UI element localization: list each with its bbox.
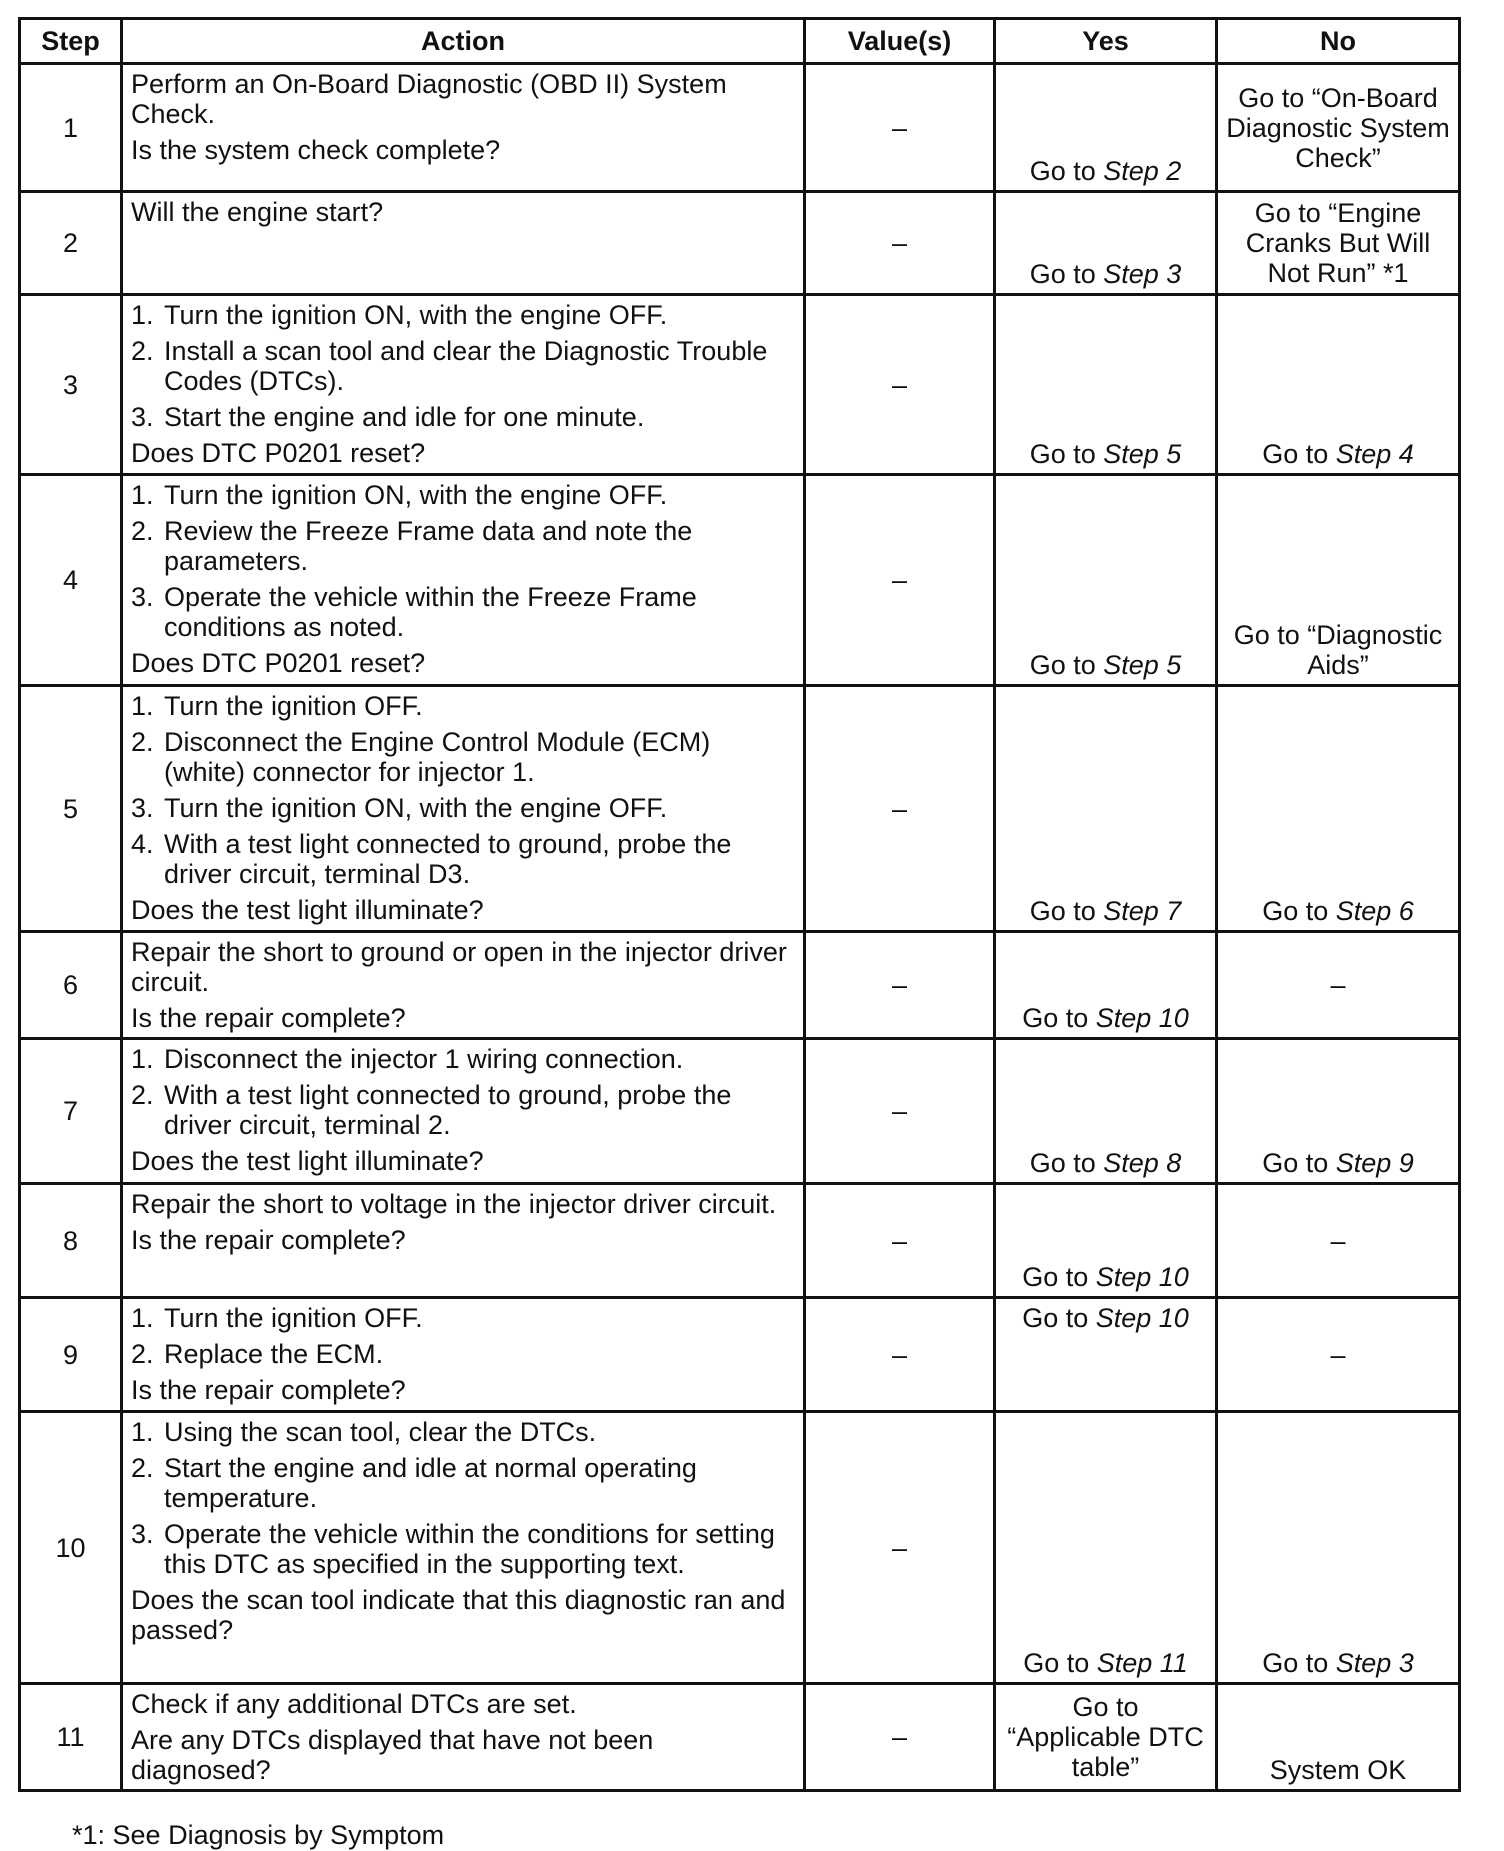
action-cell (122, 686, 805, 932)
value-cell: – (805, 1298, 995, 1412)
yes-step-ref: Step 10 (1095, 1003, 1189, 1033)
action-item: 4. With a test light connected to ground, probe the driver circuit, terminal D3. (131, 829, 732, 889)
action-cell (122, 64, 805, 192)
value-cell: – (805, 1684, 995, 1791)
action-item: 1. Using the scan tool, clear the DTCs. (131, 1417, 597, 1447)
action-cell (122, 1412, 805, 1684)
yes-cell: Go to Step 3 (995, 192, 1217, 295)
header-step: Step (20, 19, 122, 64)
action-item: 1. Turn the ignition OFF. (131, 1303, 423, 1333)
step-number: 8 (20, 1184, 122, 1298)
action-question: Is the repair complete? (131, 1375, 406, 1405)
action-question: Is the repair complete? (131, 1003, 406, 1033)
no-cell: – (1217, 1184, 1460, 1298)
value-cell: – (805, 686, 995, 932)
action-question: Are any DTCs displayed that have not been diagnosed? (131, 1725, 654, 1785)
no-cell: Go to “Diagnostic Aids” (1217, 475, 1460, 686)
footnote: *1: See Diagnosis by Symptom (72, 1820, 445, 1850)
no-cell: Go to Step 4 (1217, 295, 1460, 475)
yes-cell: Go to Step 5 (995, 475, 1217, 686)
yes-step-ref: Step 5 (1103, 650, 1182, 680)
step-number: 7 (20, 1039, 122, 1184)
yes-step-ref: Step 11 (1096, 1648, 1188, 1678)
value-cell: – (805, 295, 995, 475)
no-step-ref: Step 4 (1335, 439, 1414, 469)
action-item: 3. Start the engine and idle for one minute. (131, 402, 645, 432)
action-question: Does DTC P0201 reset? (131, 438, 426, 468)
action-text: Repair the short to ground or open in the injector driver circuit. (131, 937, 787, 997)
yes-step-ref: Step 3 (1103, 259, 1182, 289)
table-row (20, 295, 1460, 475)
step-number: 11 (20, 1684, 122, 1791)
action-cell (122, 1184, 805, 1298)
action-item: 3. Operate the vehicle within the conditions for setting this DTC as specified in the supporting text. (131, 1519, 775, 1579)
yes-step-ref: Step 5 (1103, 439, 1182, 469)
yes-cell: Go to Step 2 (995, 64, 1217, 192)
action-question: Is the system check complete? (131, 135, 501, 165)
action-item: 1. Turn the ignition OFF. (131, 691, 423, 721)
yes-step-ref: Step 10 (1095, 1262, 1189, 1292)
action-question: Will the engine start? (131, 197, 384, 227)
header-yes: Yes (995, 19, 1217, 64)
action-question: Does the scan tool indicate that this diagnostic ran and passed? (131, 1585, 786, 1645)
action-text: Check if any additional DTCs are set. (131, 1689, 577, 1719)
no-cell: Go to “On-Board Diagnostic System Check” (1217, 64, 1460, 192)
table-row (20, 932, 1460, 1039)
yes-step-ref: Step 2 (1103, 156, 1182, 186)
value-cell: – (805, 1039, 995, 1184)
yes-step-ref: Step 10 (1095, 1303, 1189, 1333)
yes-step-ref: Step 8 (1103, 1148, 1182, 1178)
action-item: 2. With a test light connected to ground, probe the driver circuit, terminal 2. (131, 1080, 732, 1140)
action-cell (122, 1684, 805, 1791)
document-page (18, 17, 1458, 1792)
value-cell: – (805, 1412, 995, 1684)
step-number: 1 (20, 64, 122, 192)
table-row (20, 1298, 1460, 1412)
action-question: Does the test light illuminate? (131, 895, 484, 925)
action-cell (122, 295, 805, 475)
action-question: Does the test light illuminate? (131, 1146, 484, 1176)
action-item: 1. Turn the ignition ON, with the engine OFF. (131, 480, 668, 510)
no-cell: Go to Step 3 (1217, 1412, 1460, 1684)
yes-cell: Go to Step 10 (995, 1298, 1217, 1412)
step-number: 9 (20, 1298, 122, 1412)
value-cell: – (805, 475, 995, 686)
table-row (20, 192, 1460, 295)
no-cell: Go to “Engine Cranks But Will Not Run” *1 (1217, 192, 1460, 295)
yes-cell: Go to Step 10 (995, 932, 1217, 1039)
no-step-ref: Step 3 (1335, 1648, 1414, 1678)
table-row (20, 686, 1460, 932)
action-text: Repair the short to voltage in the injector driver circuit. (131, 1189, 777, 1219)
action-item: 2. Start the engine and idle at normal operating temperature. (131, 1453, 697, 1513)
action-cell (122, 475, 805, 686)
step-number: 10 (20, 1412, 122, 1684)
action-item: 2. Install a scan tool and clear the Diagnostic Trouble Codes (DTCs). (131, 336, 768, 396)
yes-step-ref: Step 7 (1103, 896, 1182, 926)
action-cell (122, 932, 805, 1039)
no-cell: – (1217, 932, 1460, 1039)
table-row (20, 1039, 1460, 1184)
action-question: Does DTC P0201 reset? (131, 648, 426, 678)
value-cell: – (805, 192, 995, 295)
table-row (20, 475, 1460, 686)
yes-cell: Go to Step 7 (995, 686, 1217, 932)
no-cell: – (1217, 1298, 1460, 1412)
value-cell: – (805, 1184, 995, 1298)
no-cell: Go to Step 6 (1217, 686, 1460, 932)
action-item: 2. Review the Freeze Frame data and note the parameters. (131, 516, 693, 576)
value-cell: – (805, 932, 995, 1039)
yes-cell: Go to Step 5 (995, 295, 1217, 475)
yes-cell: Go to Step 10 (995, 1184, 1217, 1298)
step-number: 2 (20, 192, 122, 295)
step-number: 4 (20, 475, 122, 686)
action-cell (122, 1039, 805, 1184)
no-cell: System OK (1217, 1684, 1460, 1791)
value-cell: – (805, 64, 995, 192)
action-item: 2. Replace the ECM. (131, 1339, 384, 1369)
yes-cell: Go to “Applicable DTC table” (995, 1684, 1217, 1791)
table-row (20, 1184, 1460, 1298)
header-no: No (1217, 19, 1460, 64)
table-row (20, 64, 1460, 192)
step-number: 5 (20, 686, 122, 932)
no-cell: Go to Step 9 (1217, 1039, 1460, 1184)
header-values: Value(s) (805, 19, 995, 64)
action-item: 2. Disconnect the Engine Control Module (ECM) (white) connector for injector 1. (131, 727, 711, 787)
table-header-row (20, 19, 1460, 64)
no-step-ref: Step 6 (1335, 896, 1414, 926)
action-text: Perform an On-Board Diagnostic (OBD II) System Check. (131, 69, 727, 129)
step-number: 6 (20, 932, 122, 1039)
table-row (20, 1412, 1460, 1684)
action-item: 1. Turn the ignition ON, with the engine OFF. (131, 300, 668, 330)
header-action: Action (122, 19, 805, 64)
action-cell (122, 192, 805, 295)
action-item: 3. Operate the vehicle within the Freeze Frame conditions as noted. (131, 582, 697, 642)
yes-cell: Go to Step 8 (995, 1039, 1217, 1184)
action-item: 1. Disconnect the injector 1 wiring connection. (131, 1044, 684, 1074)
diagnostic-table (18, 17, 1461, 1792)
action-question: Is the repair complete? (131, 1225, 406, 1255)
table-row (20, 1684, 1460, 1791)
action-cell (122, 1298, 805, 1412)
action-item: 3. Turn the ignition ON, with the engine OFF. (131, 793, 668, 823)
yes-cell: Go to Step 11 (995, 1412, 1217, 1684)
no-step-ref: Step 9 (1335, 1148, 1414, 1178)
step-number: 3 (20, 295, 122, 475)
